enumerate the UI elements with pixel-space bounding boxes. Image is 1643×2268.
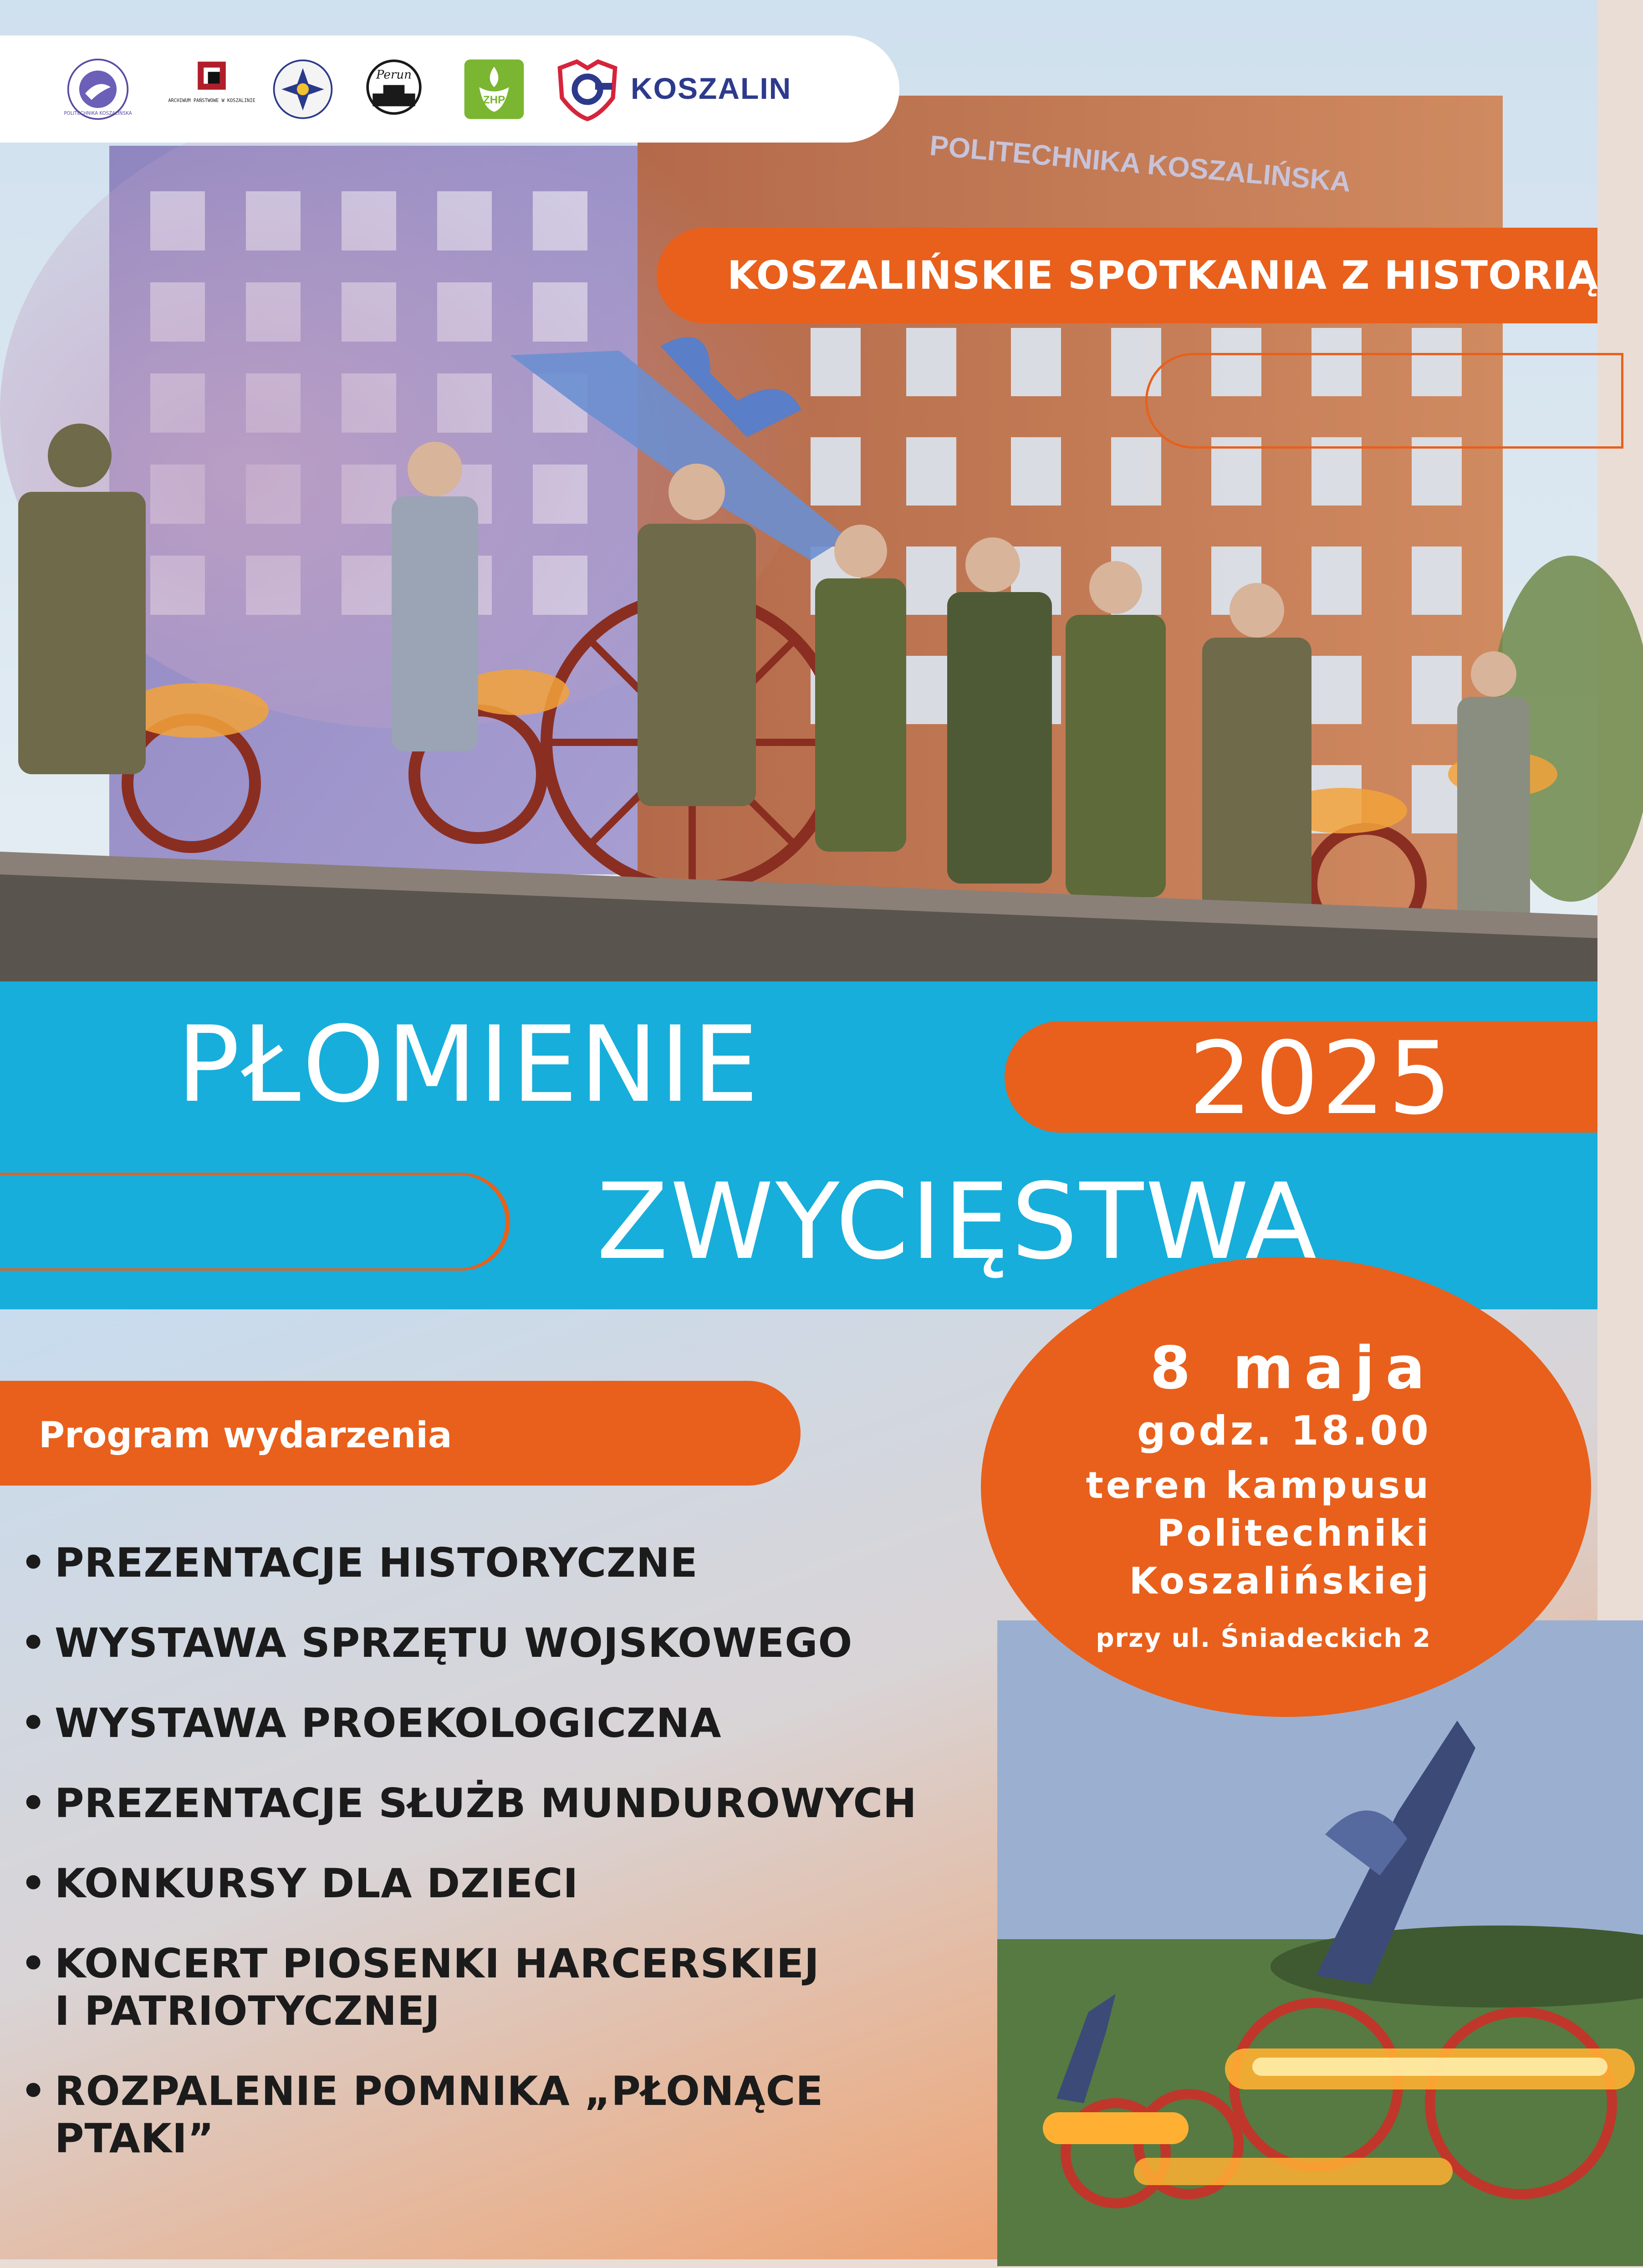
event-year: 2025	[1189, 1020, 1454, 1137]
program-item: • KONCERT PIOSENKI HARCERSKIEJ I PATRIOTYCZNEJ	[20, 1940, 954, 2035]
politechnika-logo-icon	[64, 57, 132, 121]
archiwum-logo-icon	[168, 57, 255, 121]
program-item: • ROZPALENIE POMNIKA „PŁONĄCE PTAKI”	[20, 2068, 954, 2162]
series-title: KOSZALIŃSKIE SPOTKANIA Z HISTORIĄ	[727, 253, 1598, 298]
centrum-szkolenia-logo-icon	[269, 57, 337, 121]
event-location-line2: Politechniki	[1157, 1512, 1431, 1554]
program-item: • PREZENTACJE HISTORYCZNE	[20, 1539, 954, 1587]
perun-logo-icon	[357, 57, 430, 121]
event-time: godz. 18.00	[1137, 1407, 1431, 1454]
program-heading: Program wydarzenia	[39, 1415, 452, 1456]
decorative-outline-pill	[1145, 353, 1623, 449]
svg-text:ARCHIWUM PAŃSTWOWE W KOSZALINI: ARCHIWUM PAŃSTWOWE W KOSZALINIE	[168, 98, 255, 103]
event-address: przy ul. Śniadeckich 2	[1096, 1624, 1431, 1653]
logo-bar	[0, 36, 899, 143]
event-title-line1: PŁOMIENIE	[177, 1004, 760, 1126]
koszalin-city-logo-icon	[551, 57, 624, 121]
program-item: • KONKURSY DLA DZIECI	[20, 1860, 954, 1907]
svg-text:ZHP: ZHP	[483, 93, 505, 106]
monument-photo	[997, 1620, 1643, 2266]
program-heading-pill	[0, 1381, 801, 1486]
zhp-logo-icon	[460, 57, 528, 121]
program-item: • PREZENTACJE SŁUŻB MUNDUROWYCH	[20, 1780, 954, 1827]
program-list	[20, 1539, 954, 2195]
program-item: • WYSTAWA PROEKOLOGICZNA	[20, 1700, 954, 1747]
koszalin-wordmark: KOSZALIN	[631, 72, 792, 105]
event-location-line1: teren kampusu	[1086, 1464, 1431, 1507]
hero-photo	[0, 0, 1597, 981]
svg-text:POLITECHNIKA KOSZALIŃSKA: POLITECHNIKA KOSZALIŃSKA	[64, 111, 132, 116]
svg-text:POLITECHNIKA KOSZALIŃSKA: POLITECHNIKA KOSZALIŃSKA	[928, 130, 1352, 198]
event-title-line2: ZWYCIĘSTWA	[597, 1161, 1319, 1283]
program-item: • WYSTAWA SPRZĘTU WOJSKOWEGO	[20, 1619, 954, 1667]
series-pill	[657, 228, 1597, 323]
event-location-line3: Koszalińskiej	[1129, 1560, 1431, 1602]
event-date: 8 maja	[1150, 1334, 1436, 1402]
decorative-blue-bar	[0, 1175, 505, 1268]
svg-text:Perun: Perun	[376, 68, 412, 82]
